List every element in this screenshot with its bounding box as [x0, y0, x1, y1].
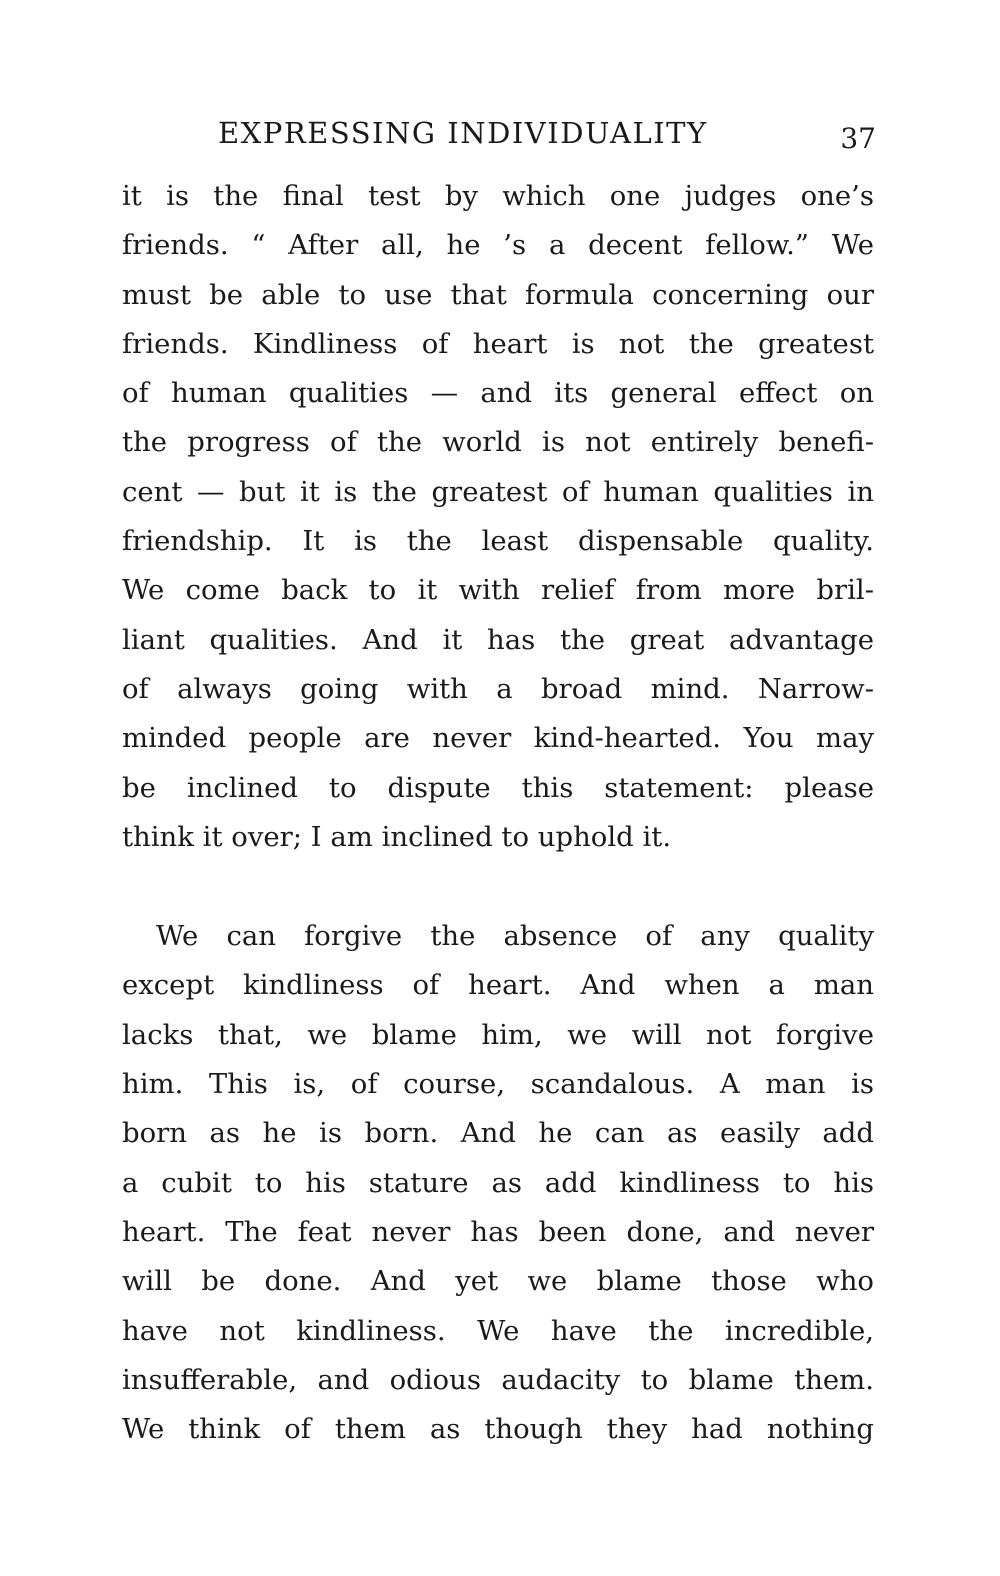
text-line: except kindliness of heart. And when a man — [122, 969, 874, 1002]
body-text — [122, 172, 874, 1454]
text-line: minded people are never kind-hearted. You may — [122, 722, 874, 755]
page-number: 37 — [840, 122, 876, 155]
text-line: We come back to it with relief from more bril- — [122, 574, 874, 607]
running-title: EXPRESSING INDIVIDUALITY — [218, 116, 708, 150]
running-head — [122, 112, 880, 156]
text-line: heart. The feat never has been done, and never — [122, 1215, 874, 1248]
text-line: friends. “ After all, he ’s a decent fellow.” We — [122, 229, 874, 262]
text-line: of always going with a broad mind. Narrow- — [122, 672, 874, 705]
paragraph-2 — [122, 912, 874, 1454]
text-line: friendship. It is the least dispensable quality. — [122, 525, 874, 558]
text-line: insufferable, and odious audacity to blame them. — [122, 1363, 874, 1396]
text-line: the progress of the world is not entirely benefi- — [122, 426, 874, 459]
text-line: We think of them as though they had nothing — [122, 1413, 874, 1446]
text-line: liant qualities. And it has the great advantage — [122, 623, 874, 656]
text-line: him. This is, of course, scandalous. A man is — [122, 1068, 874, 1101]
text-line: We can forgive the absence of any quality — [156, 920, 874, 953]
paragraph-1 — [122, 172, 874, 862]
text-line: a cubit to his stature as add kindliness to his — [122, 1166, 874, 1199]
text-line: be inclined to dispute this statement: please — [122, 771, 874, 804]
text-line: lacks that, we blame him, we will not forgive — [122, 1018, 874, 1051]
text-line: born as he is born. And he can as easily add — [122, 1117, 874, 1150]
text-line: of human qualities — and its general effect on — [122, 377, 874, 410]
paragraph-break — [122, 862, 874, 912]
text-line: think it over; I am inclined to uphold it. — [122, 820, 672, 853]
text-line: must be able to use that formula concerning our — [122, 278, 874, 311]
text-line: it is the final test by which one judges one’s — [122, 180, 874, 212]
text-line: will be done. And yet we blame those who — [122, 1265, 874, 1298]
text-line: friends. Kindliness of heart is not the greatest — [122, 327, 874, 360]
text-line: cent — but it is the greatest of human qualities in — [122, 475, 874, 508]
text-line: have not kindliness. We have the incredible, — [122, 1314, 874, 1347]
